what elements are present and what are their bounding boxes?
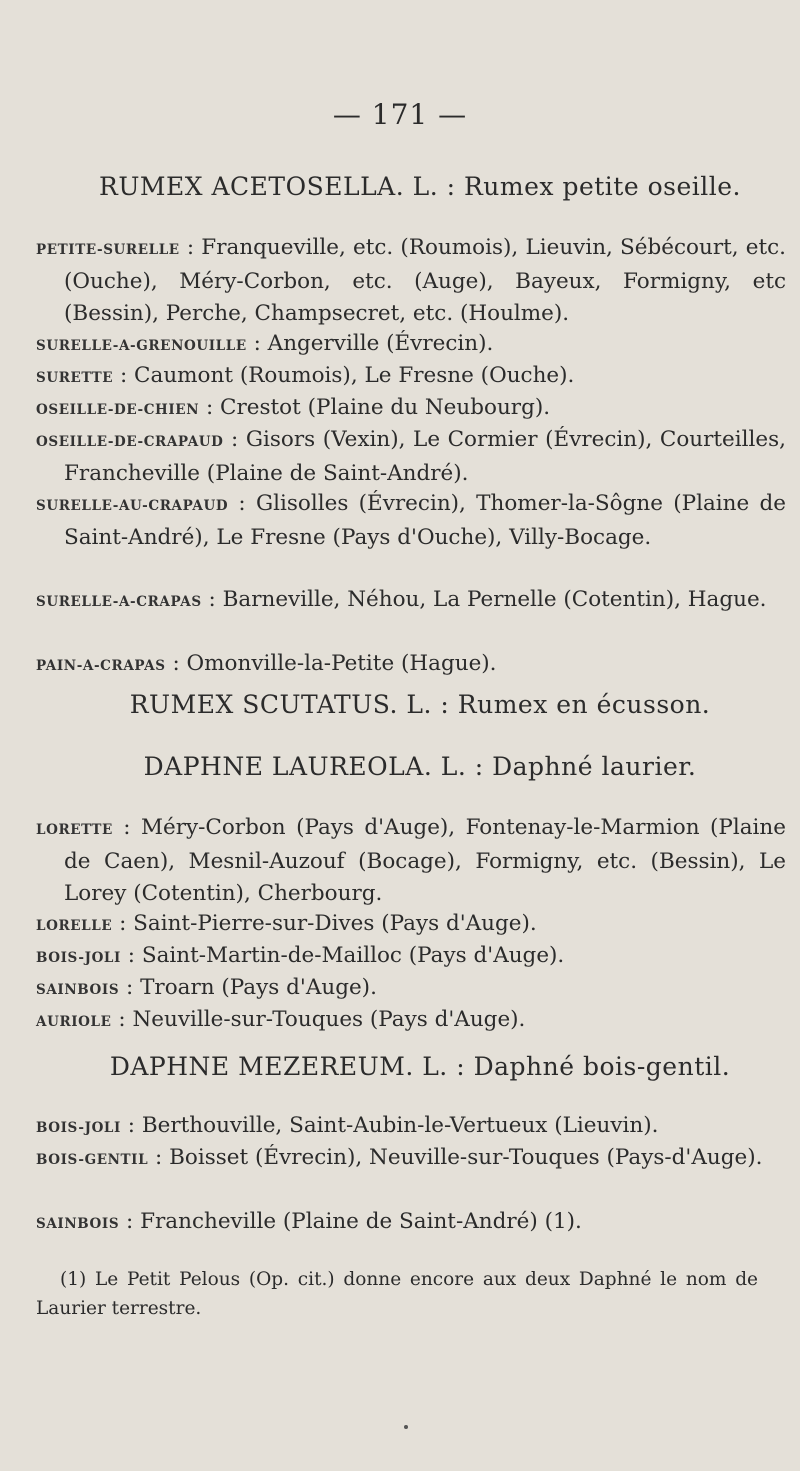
ink-speck (404, 1425, 408, 1429)
entry-term: BOIS-JOLI (36, 950, 121, 966)
entry-term: PAIN-A-CRAPAS (36, 658, 166, 674)
entry-text: : Franqueville, etc. (Roumois), Lieuvin, Sébécourt, etc. (Ouche), Méry-Corbon, etc. (Auge), Bayeux, Formigny, etc (Bessin), Perche, Champsecret, etc. (Houlme). (64, 235, 786, 326)
entry-text: : Omonville-la-Petite (Hague). (165, 651, 497, 676)
entry-text: : Francheville (Plaine de Saint-André) (1). (119, 1209, 582, 1234)
entry-text: : Angerville (Évrecin). (246, 331, 494, 356)
entry-text: : Berthouville, Saint-Aubin-le-Vertueux (Lieuvin). (120, 1113, 659, 1138)
entry-term: OSEILLE-DE-CRAPAUD (36, 434, 224, 450)
entry-term: AURIOLE (36, 1014, 112, 1030)
entry-surelle-au-crapaud (36, 488, 786, 554)
entry-oseille-de-crapaud (36, 424, 786, 490)
entry-text: : Gisors (Vexin), Le Cormier (Évrecin), Courteilles, Francheville (Plaine de Saint-André). (64, 427, 786, 486)
entry-text: : Saint-Martin-de-Mailloc (Pays d'Auge). (120, 943, 565, 968)
entry-surelle-a-grenouille (36, 328, 786, 362)
entry-term: SAINBOIS (36, 982, 120, 998)
entry-lorelle (36, 908, 786, 942)
entry-text: : Glisolles (Évrecin), Thomer-la-Sôgne (Plaine de Saint-André), Le Fresne (Pays d'Ouche), Villy-Bocage. (64, 491, 786, 550)
entry-text: : Troarn (Pays d'Auge). (119, 975, 377, 1000)
entry-surelle-a-crapas (36, 584, 786, 618)
entry-text: : Saint-Pierre-sur-Dives (Pays d'Auge). (112, 911, 537, 936)
entry-text: : Crestot (Plaine du Neubourg). (199, 395, 551, 420)
entry-text: : Méry-Corbon (Pays d'Auge), Fontenay-le-Marmion (Plaine de Caen), Mesnil-Auzouf (Bocage), Formigny, etc. (Bessin), Le Lorey (Cotentin), Cherbourg. (64, 815, 786, 906)
entry-bois-joli (36, 940, 786, 974)
entry-term: BOIS-GENTIL (36, 1152, 149, 1168)
entry-bois-joli-2 (36, 1110, 786, 1144)
footnote: (1) Le Petit Pelous (Op. cit.) donne encore aux deux Daphné le nom de Laurier terrestre. (36, 1269, 758, 1319)
section-title-daphne-laureola: DAPHNE LAUREOLA. L. : Daphné laurier. (143, 752, 697, 781)
entry-term: PETITE-SURELLE (36, 242, 180, 258)
entry-surette (36, 360, 786, 394)
entry-term: SAINBOIS (36, 1216, 120, 1232)
entry-text: : Neuville-sur-Touques (Pays d'Auge). (111, 1007, 526, 1032)
entry-term: LORETTE (36, 822, 113, 838)
entry-sainbois-2 (36, 1206, 786, 1240)
section-title-rumex-acetosella: RUMEX ACETOSELLA. L. : Rumex petite oseille. (99, 172, 741, 201)
entry-bois-gentil (36, 1142, 786, 1176)
entry-text: : Barneville, Néhou, La Pernelle (Cotentin), Hague. (201, 587, 767, 612)
entry-sainbois (36, 972, 786, 1006)
page-number: — 171 — (332, 98, 468, 131)
entry-term: SURELLE-A-GRENOUILLE (36, 338, 247, 354)
entry-term: SURELLE-A-CRAPAS (36, 594, 202, 610)
section-title-rumex-scutatus: RUMEX SCUTATUS. L. : Rumex en écusson. (129, 690, 711, 719)
entry-term: SURETTE (36, 370, 114, 386)
section-title-daphne-mezereum: DAPHNE MEZEREUM. L. : Daphné bois-gentil. (109, 1052, 731, 1081)
entry-pain-a-crapas (36, 648, 786, 682)
entry-auriole (36, 1004, 786, 1038)
entry-text: : Caumont (Roumois), Le Fresne (Ouche). (113, 363, 575, 388)
entry-term: SURELLE-AU-CRAPAUD (36, 498, 229, 514)
entry-petite-surelle (36, 232, 786, 330)
entry-term: LORELLE (36, 918, 113, 934)
entry-term: BOIS-JOLI (36, 1120, 121, 1136)
entry-text: : Boisset (Évrecin), Neuville-sur-Touques (Pays-d'Auge). (148, 1145, 763, 1170)
entry-lorette (36, 812, 786, 910)
entry-oseille-de-chien (36, 392, 786, 426)
entry-term: OSEILLE-DE-CHIEN (36, 402, 200, 418)
